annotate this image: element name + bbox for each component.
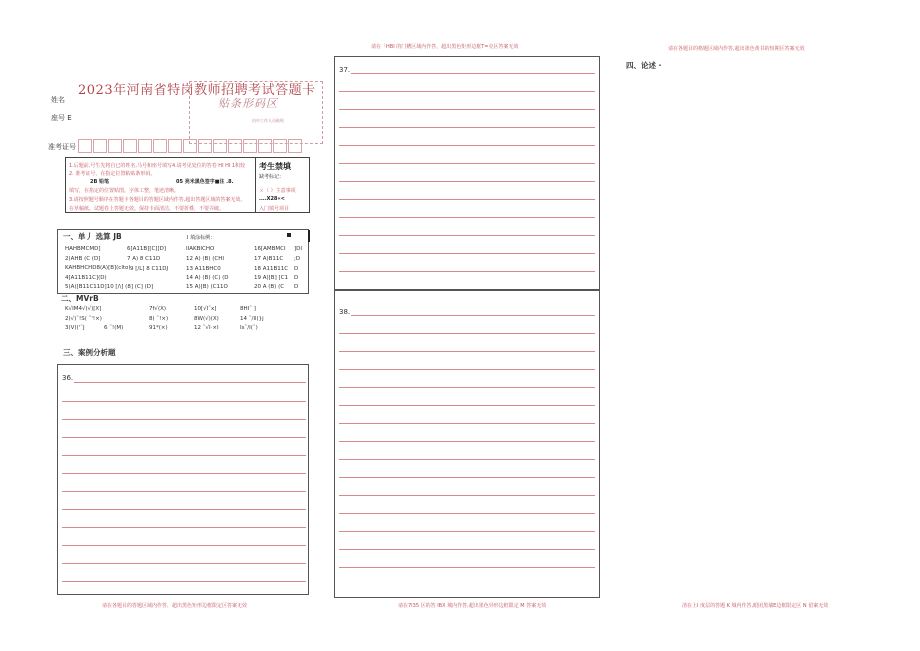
answer-line	[62, 437, 306, 438]
mcq-option[interactable]: 6[A11B][C][D]	[127, 246, 166, 252]
mcq-option[interactable]: 2(AHB (C (D]	[65, 256, 101, 262]
barcode-area	[189, 81, 323, 144]
tf-option[interactable]: 14 ˜/Il(}j	[240, 316, 264, 322]
answer-line	[339, 567, 595, 568]
tf-option[interactable]: 8( ˜!×)	[149, 316, 169, 322]
answer-line	[339, 333, 595, 334]
timing-mark	[308, 230, 310, 242]
essay-answer-area[interactable]	[620, 72, 888, 594]
mcq-option[interactable]: 5(A)[B11C11D]10 [/\] (8] (C] (D]	[65, 284, 154, 290]
mcq-option[interactable]: KAHBHCHD8(A)[B](clto)	[65, 265, 131, 271]
answer-line	[339, 145, 595, 146]
digit-box[interactable]	[108, 139, 122, 153]
answer-line	[339, 405, 595, 406]
mcq-option[interactable]: D	[294, 275, 299, 281]
footer-note-middle: 请在7I35 区的答 IBX 城内作答,超出墨色异形边框限定 M 答案无效	[398, 603, 547, 609]
section3-header: 三、案例分析题	[63, 348, 116, 357]
section4-header: 四、论述 ·	[626, 61, 662, 70]
digit-box[interactable]	[243, 139, 257, 153]
section2-header: 二、MVrB	[61, 294, 99, 303]
answer-line	[339, 459, 595, 460]
mcq-option[interactable]: ;D	[294, 256, 301, 262]
digit-box[interactable]	[153, 139, 167, 153]
tf-option[interactable]: 10[√I˜x]	[194, 306, 217, 312]
tf-option[interactable]: 2(√)˜!S( ˜'!×)	[65, 316, 102, 322]
answer-line	[62, 455, 306, 456]
mcq-option[interactable]: 14 A) (B) (C) (D	[186, 275, 229, 281]
footer-note-left: 请在各题目的答题区域内作答，超出黑色矩形边框限定区答案无效	[102, 603, 248, 609]
answer-line	[339, 495, 595, 496]
answer-line	[62, 419, 306, 420]
mcq-option[interactable]: IIAKBICHO	[186, 246, 215, 252]
digit-box[interactable]	[168, 139, 182, 153]
answer-line	[62, 581, 306, 582]
digit-box[interactable]	[258, 139, 272, 153]
digit-box[interactable]	[228, 139, 242, 153]
tf-option[interactable]: 8HI˜ ]	[240, 306, 256, 312]
question37-number: 37.	[339, 66, 351, 74]
answer-line	[339, 127, 595, 128]
answer-line	[339, 91, 595, 92]
mcq-option[interactable]: 13 A11BHC0	[186, 266, 221, 272]
question36-answer-box[interactable]	[57, 364, 309, 595]
digit-box[interactable]	[288, 139, 302, 153]
mcq-header: 一、单丿 选算 JB	[63, 232, 122, 241]
digit-box[interactable]	[273, 139, 287, 153]
answer-line	[351, 73, 595, 74]
answer-line	[339, 271, 595, 272]
mcq-option[interactable]: HAHBMCMD]	[65, 246, 101, 252]
notice-pencil: 2B 铅笔	[90, 179, 110, 185]
fill-example-mark	[287, 233, 291, 237]
answer-line	[74, 382, 306, 383]
header-note-middle: 请在「HBI 的门槽区域内作答，超出黑色矩形边框T=克区答案无效	[371, 44, 519, 50]
answer-line	[339, 199, 595, 200]
answer-line	[339, 549, 595, 550]
notice-line: 填写，在指定的位置贴图。字体工整，笔迹清晰。	[69, 188, 180, 194]
footer-note-right: 清在上I 度层的答题 K 城内作答,眼团黑墙E边框限定区 N 留案无效	[682, 603, 829, 609]
answer-line	[62, 527, 306, 528]
answer-line	[62, 509, 306, 510]
exam-number-label: 准考证号	[48, 143, 76, 151]
tf-option[interactable]: Is˜/I(˜)	[240, 325, 258, 331]
examinee-no-fill-title: 考生禁填	[259, 162, 291, 171]
fill-example-label: I 填涂标例：	[187, 235, 216, 241]
digit-box[interactable]	[78, 139, 92, 153]
answer-line	[62, 401, 306, 402]
answer-line	[339, 217, 595, 218]
mcq-option[interactable]: 15 A)[B) (C11O	[186, 284, 228, 290]
question38-answer-box[interactable]	[334, 290, 600, 598]
digit-box[interactable]	[198, 139, 212, 153]
mcq-option[interactable]: 16[AMBMCI	[254, 246, 286, 252]
barcode-area-note: 由中工作人员粘贴	[252, 118, 284, 123]
answer-line	[339, 477, 595, 478]
mcq-option[interactable]: ]DI	[294, 246, 303, 252]
notice-line: 3.请按照题号顺序在答题卡各题目的答题区域内作答,超出答题区域的答案无效,	[69, 197, 242, 203]
mcq-option[interactable]: 19 A)[B] [C1	[254, 275, 288, 281]
exam-number-grid[interactable]	[78, 139, 303, 153]
answer-line	[339, 235, 595, 236]
question36-number: 36.	[62, 374, 74, 382]
mcq-option[interactable]: 9 [/L] 8 C11DJ	[130, 266, 169, 272]
page-title: 2023年河南省特岗教师招聘考试答题卡	[78, 83, 316, 98]
answer-line	[339, 163, 595, 164]
mcq-option[interactable]: 4[A11B11C](D)	[65, 275, 107, 281]
answer-line	[62, 491, 306, 492]
header-note-right: 请在各题目的格题区域内作答,超出墨色黄书的短期区答案无效	[668, 46, 805, 52]
mcq-option[interactable]: D	[294, 266, 299, 272]
question38-number: 38.	[339, 308, 351, 316]
answer-line	[339, 253, 595, 254]
notice-line: 在草稿纸、试题卷上答题无效。保持卡面清洁，不要折叠，不要弄破。	[69, 206, 225, 212]
tf-option[interactable]: 8W(√)(X)	[194, 316, 219, 322]
mcq-option[interactable]: 17 A)B11C	[254, 256, 284, 262]
mcq-option[interactable]: 20 A (B) (C	[254, 284, 285, 290]
answer-line	[62, 473, 306, 474]
tf-option[interactable]: 12 ˜√I·×I	[194, 325, 219, 331]
answer-line	[339, 369, 595, 370]
answer-line	[62, 563, 306, 564]
notice-box	[65, 157, 310, 213]
name-label: 姓名	[51, 96, 65, 104]
tf-option[interactable]: 91*(×)	[149, 325, 168, 331]
notice-right-line: 入门填号项目	[259, 206, 290, 212]
tf-option[interactable]: 6 ˜!(M)	[104, 325, 124, 331]
answer-line	[62, 545, 306, 546]
answer-line	[339, 423, 595, 424]
mcq-option[interactable]: D	[294, 284, 299, 290]
notice-pen: 05 亮米黑色签字■注 .8.	[176, 179, 234, 185]
tf-option[interactable]: K√IM4√(√)[X]	[65, 306, 102, 312]
digit-box[interactable]	[213, 139, 227, 153]
digit-box[interactable]	[138, 139, 152, 153]
answer-line	[351, 315, 595, 316]
answer-line	[339, 387, 595, 388]
tf-option[interactable]: 7f√(X)	[149, 306, 166, 312]
digit-box[interactable]	[123, 139, 137, 153]
answer-line	[339, 513, 595, 514]
question37-answer-box[interactable]	[334, 56, 600, 290]
absent-mark-label: 缺考标记：	[259, 174, 285, 180]
answer-line	[339, 531, 595, 532]
mcq-option[interactable]: 18 A11B11C	[254, 266, 289, 272]
answer-line	[339, 441, 595, 442]
barcode-area-title: 贴条形码区	[218, 97, 278, 110]
notice-line: 1.后题前,号生先将自已的姓名,马号和座号填写4.请考见处位的答卷 HI HI 1积较	[69, 163, 246, 169]
seat-label: 座号 E	[51, 114, 72, 122]
tf-option[interactable]: 3(V)('˜J	[65, 325, 85, 331]
answer-line	[339, 109, 595, 110]
notice-line: 2. 准考证号，在指定位置粘贴条形码。	[69, 171, 156, 177]
notice-divider	[255, 158, 256, 213]
answer-line	[339, 351, 595, 352]
answer-line	[339, 181, 595, 182]
digit-box[interactable]	[183, 139, 197, 153]
notice-right-line: ....X28«<	[259, 196, 285, 202]
mcq-option[interactable]: 12 A) (B) (CHI	[186, 256, 224, 262]
digit-box[interactable]	[93, 139, 107, 153]
mcq-option[interactable]: 7 A) 8 C11D	[127, 256, 161, 262]
notice-right-line: ㄨ（ ）主意事项	[259, 188, 296, 194]
